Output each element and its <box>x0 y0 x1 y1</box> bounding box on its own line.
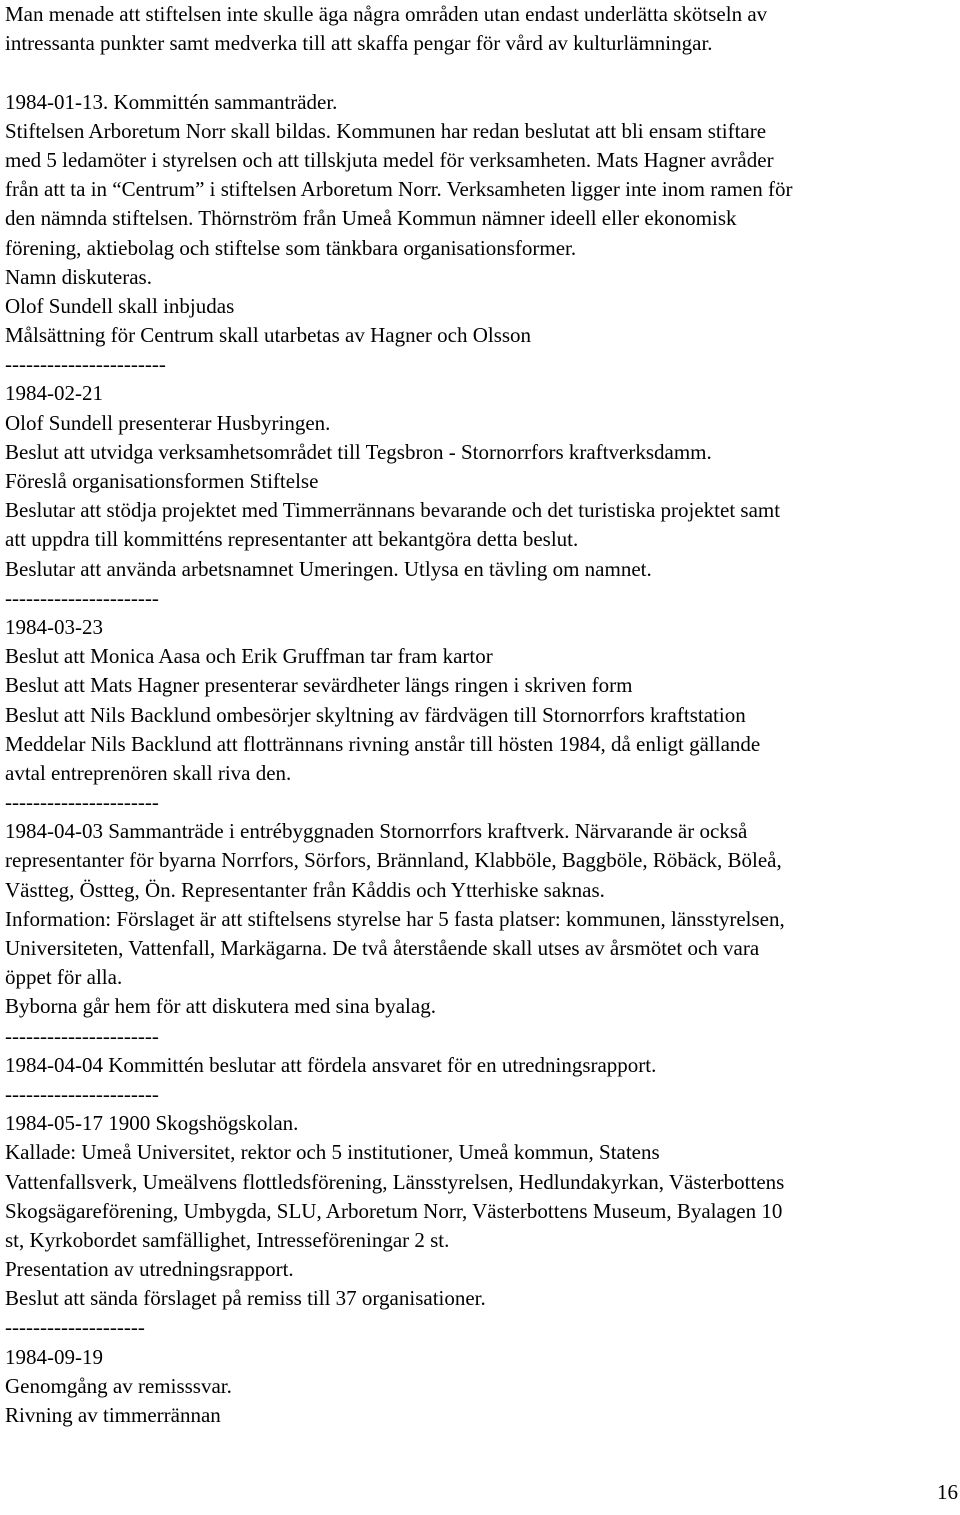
text-line: 1984-05-17 1900 Skogshögskolan. <box>5 1111 299 1136</box>
text-line: från att ta in “Centrum” i stiftelsen Arboretum Norr. Verksamheten ligger inte inom ramen för <box>5 177 793 202</box>
text-line: Föreslå organisationsformen Stiftelse <box>5 469 319 493</box>
text-line: Beslut att Nils Backlund ombesörjer skyltning av färdvägen till Stornorrfors kraftstation <box>5 702 746 727</box>
text-line: Skogsägareförening, Umbygda, SLU, Arboretum Norr, Västerbottens Museum, Byalagen 10 <box>5 1198 783 1223</box>
text-line: 1984-09-19 <box>5 1344 103 1369</box>
text-line: förening, aktiebolag och stiftelse som tänkbara organisationsformer. <box>5 235 577 260</box>
text-line: Rivning av timmerrännan <box>5 1403 221 1427</box>
text-line: Genomgång av remisssvar. <box>5 1373 232 1398</box>
text-line: Byborna går hem för att diskutera med sina byalag. <box>5 994 436 1019</box>
text-line: Namn diskuteras. <box>5 264 152 289</box>
text-line: Beslutar att stödja projektet med Timmerrännans bevarande och det turistiska projektet samt <box>5 498 781 523</box>
text-line: Man menade att stiftelsen inte skulle äga några områden utan endast underlätta skötseln av <box>5 2 768 26</box>
text-line: 1984-02-21 <box>5 381 103 406</box>
text-line: Beslut att utvidga verksamhetsområdet till Tegsbron - Stornorrfors kraftverksdamm. <box>5 439 712 464</box>
separator-line: ---------------------- <box>5 585 159 610</box>
text-line: 1984-03-23 <box>5 614 103 639</box>
text-line: Presentation av utredningsrapport. <box>5 1257 294 1282</box>
text-line: Universiteten, Vattenfall, Markägarna. De två återstående skall utses av årsmötet och vara <box>5 936 760 960</box>
text-line: Stiftelsen Arboretum Norr skall bildas. Kommunen har redan beslutat att bli ensam stiftare <box>5 118 767 143</box>
text-line: avtal entreprenören skall riva den. <box>5 760 292 785</box>
text-line: Målsättning för Centrum skall utarbetas av Hagner och Olsson <box>5 323 532 348</box>
blank-line <box>5 58 955 87</box>
text-line: Meddelar Nils Backlund att flottrännans rivning anstår till hösten 1984, då enligt gällande <box>5 731 761 756</box>
separator-line: ---------------------- <box>5 790 159 815</box>
separator-line: ----------------------- <box>5 352 166 377</box>
text-line: Kallade: Umeå Universitet, rektor och 5 institutioner, Umeå kommun, Statens <box>5 1140 660 1165</box>
text-line: 1984-01-13. Kommittén sammanträder. <box>5 89 338 114</box>
document-body <box>5 0 955 1430</box>
separator-line: ---------------------- <box>5 1081 159 1106</box>
text-line: intressanta punkter samt medverka till att skaffa pengar för vård av kulturlämningar. <box>5 31 713 56</box>
text-line: Västteg, Östteg, Ön. Representanter från Kåddis och Ytterhiske saknas. <box>5 877 605 902</box>
text-line: öppet för alla. <box>5 965 123 990</box>
text-line: den nämnda stiftelsen. Thörnström från Umeå Kommun nämner ideell eller ekonomisk <box>5 206 737 231</box>
text-line: Olof Sundell presenterar Husbyringen. <box>5 410 331 435</box>
text-line: att uppdra till kommitténs representanter att bekantgöra detta beslut. <box>5 527 579 552</box>
page-number: 16 <box>937 1480 958 1504</box>
text-line: st, Kyrkobordet samfällighet, Intresseföreningar 2 st. <box>5 1227 450 1252</box>
text-line: Olof Sundell skall inbjudas <box>5 293 235 318</box>
text-line: representanter för byarna Norrfors, Sörfors, Brännland, Klabböle, Baggböle, Röbäck, Böleå, <box>5 848 782 873</box>
separator-line: ---------------------- <box>5 1023 159 1048</box>
text-line: Beslut att Monica Aasa och Erik Gruffman tar fram kartor <box>5 644 493 669</box>
text-line: Beslut att Mats Hagner presenterar sevärdheter längs ringen i skriven form <box>5 673 633 698</box>
text-line: med 5 ledamöter i styrelsen och att tillskjuta medel för verksamheten. Mats Hagner avråder <box>5 147 774 172</box>
text-line: 1984-04-03 Sammanträde i entrébyggnaden Stornorrfors kraftverk. Närvarande är också <box>5 819 748 844</box>
text-line: Beslut att sända förslaget på remiss till 37 organisationer. <box>5 1286 486 1311</box>
text-line: Information: Förslaget är att stiftelsens styrelse har 5 fasta platser: kommunen, länsstyrelsen, <box>5 906 785 931</box>
text-line: Beslutar att använda arbetsnamnet Umeringen. Utlysa en tävling om namnet. <box>5 556 652 581</box>
separator-line: -------------------- <box>5 1315 145 1340</box>
text-line: 1984-04-04 Kommittén beslutar att fördela ansvaret för en utredningsrapport. <box>5 1052 657 1077</box>
text-line: Vattenfallsverk, Umeälvens flottledsförening, Länsstyrelsen, Hedlundakyrkan, Västerbottens <box>5 1169 785 1194</box>
